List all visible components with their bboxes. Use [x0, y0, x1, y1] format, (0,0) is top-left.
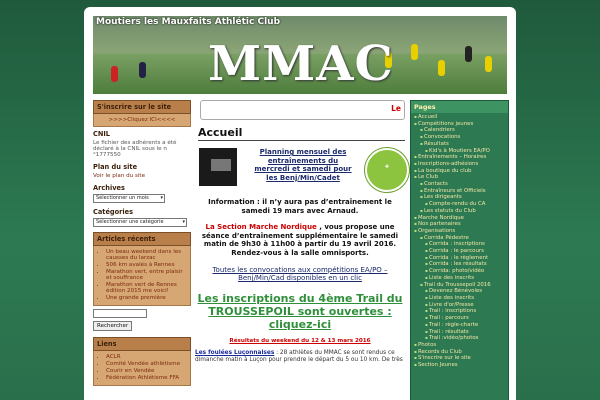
- planning-image[interactable]: [199, 148, 237, 186]
- foulees-paragraph: [195, 350, 405, 365]
- widget-title: Pages: [411, 101, 508, 113]
- page-link[interactable]: ▪ Corrida : le parcours: [414, 248, 506, 255]
- header-photo-runner: [139, 62, 146, 78]
- widget-title: S'inscrire sur le site: [93, 100, 191, 114]
- header-photo-runner: [111, 66, 118, 82]
- recent-post-link[interactable]: • Un beau weekend dans les causses du larzac: [106, 249, 186, 261]
- trail-signup-link[interactable]: Les inscriptions du 4ème Trail du TROUSSEPOIL sont ouvertes : cliquez-ici: [197, 291, 403, 331]
- widget-links: [93, 337, 191, 386]
- page-link[interactable]: ▪ Livre d'or/Presse: [414, 302, 506, 309]
- page-link[interactable]: ▪ Corrida : inscriptions: [414, 241, 506, 248]
- page-link[interactable]: ▪ Trail :vidéo/photos: [414, 335, 506, 342]
- page-link[interactable]: ▪ Les dirigeants: [414, 194, 506, 201]
- page-link[interactable]: ▪ Accueil: [414, 114, 506, 121]
- recent-post-link[interactable]: • Une grande première: [106, 295, 186, 301]
- nordic-text: , vous propose une séance d’entraînement supplémentaire le samedi matin de 9h30 à 11h00 à partir du 19 avril 2016. Rendez-vous à la salle omnisports.: [201, 223, 399, 257]
- page-link[interactable]: ▪ Kid's à Moutiers EA/PO: [414, 148, 506, 155]
- page-link[interactable]: ▪ Compétitions jeunes: [414, 121, 506, 128]
- site-logo-text[interactable]: MMAC: [208, 36, 394, 92]
- pages-list: [411, 113, 508, 369]
- page-link[interactable]: ▪ Contacts: [414, 181, 506, 188]
- news-ticker-text[interactable]: Le: [391, 104, 401, 113]
- planning-block: [195, 148, 405, 190]
- site-title[interactable]: Moutiers les Mauxfaits Athlétic Club: [96, 17, 281, 27]
- page-link[interactable]: ▪ Marche Nordique: [414, 215, 506, 222]
- page-link[interactable]: ▪ Trail du Troussepoil 2016: [414, 282, 506, 289]
- external-link[interactable]: • Fédération Athlétisme FFA: [106, 375, 186, 381]
- convocations-link[interactable]: Toutes les convocations aux compétitions EA/PO – Benj/Min/Cad disponibles en un clic: [212, 265, 388, 283]
- chevron-down-icon: ▾: [160, 195, 163, 201]
- page-link[interactable]: ▪ Résultats: [414, 141, 506, 148]
- categories-select[interactable]: [93, 218, 187, 227]
- recent-post-link[interactable]: • Marathon vert, entre plaisir et souffrance: [106, 269, 186, 281]
- page-link[interactable]: ▪ La boutique du club: [414, 168, 506, 175]
- site-header-banner: [93, 16, 507, 94]
- page-link[interactable]: ▪ Section Jeunes: [414, 362, 506, 369]
- external-link[interactable]: • ACLR: [106, 354, 186, 360]
- page-link[interactable]: ▪ Corrida: photo/vidéo: [414, 268, 506, 275]
- page-title: Accueil: [198, 126, 405, 141]
- widget-body: [93, 351, 191, 386]
- page-link[interactable]: ▪ Devenez Bénévoles: [414, 288, 506, 295]
- results-heading: Résultats du weekend du 12 & 13 mars 2016: [229, 337, 371, 344]
- page-link[interactable]: ▪ Liste des inscrits: [414, 275, 506, 282]
- page-link[interactable]: ▪ Corrida Pédestre: [414, 235, 506, 242]
- page-link[interactable]: ▪ Convocations: [414, 134, 506, 141]
- widget-title: CNIL: [93, 130, 111, 138]
- widget-title: Liens: [93, 337, 191, 351]
- page-link[interactable]: ▪ Trail : règle-charte: [414, 322, 506, 329]
- widget-recent-posts: [93, 232, 191, 306]
- info-text: Information : il n’y aura pas d’entraînement le samedi 19 mars avec Arnaud.: [208, 198, 392, 215]
- page-link[interactable]: ▪ Nos partenaires: [414, 221, 506, 228]
- widget-body: [93, 114, 191, 127]
- nordic-section-link[interactable]: La Section Marche Nordique: [205, 223, 317, 232]
- page-container: [84, 7, 516, 400]
- page-link[interactable]: ▪ Trail : inscriptions: [414, 308, 506, 315]
- foulees-link[interactable]: Les foulées Luçonnaises: [195, 349, 275, 356]
- planning-link[interactable]: Planning mensuel des entraînements du mercredi et samedi pour les Benj/Min/Cadet: [254, 148, 352, 182]
- nordic-paragraph: [195, 223, 405, 257]
- news-ticker: [200, 100, 405, 120]
- page-link[interactable]: ▪ Trail : résultats: [414, 329, 506, 336]
- page-link[interactable]: ▪ Corrida : les résultats: [414, 261, 506, 268]
- widget-body: [93, 246, 191, 306]
- links-list: [98, 354, 186, 381]
- widget-title: Catégories: [93, 208, 134, 216]
- chevron-down-icon: ▾: [182, 219, 185, 225]
- page-link[interactable]: ▪ Entraîneurs et Officiels: [414, 188, 506, 195]
- left-sidebar: [93, 100, 191, 400]
- cnil-text: Le fichier des adhérents a été déclaré à la CNIL sous le n °1777550: [93, 140, 177, 158]
- widget-signup: [93, 100, 191, 127]
- recent-post-link[interactable]: • Marathon vert de Rennes édition 2015 me voici!: [106, 282, 186, 294]
- badge-mark: ✚: [384, 164, 390, 170]
- external-link[interactable]: • Courir en Vendée: [106, 368, 186, 374]
- recent-post-link[interactable]: • 506 km avalés à Rennes: [106, 262, 186, 268]
- widget-title: Plan du site: [93, 163, 138, 171]
- categories-select-value: Sélectionner une catégorie: [96, 219, 164, 225]
- page-link[interactable]: ▪ Calendriers: [414, 127, 506, 134]
- header-photo-runner: [465, 46, 472, 62]
- page-link[interactable]: ▪ Compte-rendu du CA: [414, 201, 506, 208]
- sitemap-link[interactable]: Voir le plan du site: [93, 173, 146, 179]
- page-link[interactable]: ▪ Entraînements – Horaires: [414, 154, 506, 161]
- page-link[interactable]: ▪ Corrida : le règlement: [414, 255, 506, 262]
- sport-sante-badge[interactable]: [365, 148, 409, 192]
- page-link[interactable]: ▪ Organisations: [414, 228, 506, 235]
- recent-posts-list: [98, 249, 186, 301]
- widget-title: Archives: [93, 184, 125, 192]
- page-link[interactable]: ▪ S'inscrire sur le site: [414, 355, 506, 362]
- header-photo-runner: [485, 56, 492, 72]
- search-button[interactable]: Rechercher: [93, 321, 132, 331]
- right-sidebar-pages: [410, 100, 509, 400]
- archives-select[interactable]: [93, 194, 165, 203]
- foulees-text: : 28 athlètes du MMAC se sont rendus ce dimanche matin à Luçon pour prendre le départ du 5 ou 10 km. De très: [195, 349, 403, 364]
- page-link[interactable]: ▪ Photos: [414, 342, 506, 349]
- header-photo-runner: [438, 60, 445, 76]
- main-content: [195, 100, 405, 400]
- page-link[interactable]: ▪ Les statuts du Club: [414, 208, 506, 215]
- page-link[interactable]: ▪ Inscriptions-adhésions: [414, 161, 506, 168]
- planning-image-inner: [211, 159, 231, 171]
- page-link[interactable]: ▪ Le Club: [414, 174, 506, 181]
- search-input[interactable]: [93, 309, 147, 318]
- page-link[interactable]: ▪ Records du Club: [414, 349, 506, 356]
- page-link[interactable]: ▪ Trail : parcours: [414, 315, 506, 322]
- widget-title: Articles récents: [93, 232, 191, 246]
- archives-select-value: Sélectionner un mois: [96, 195, 149, 201]
- page-link[interactable]: ▪ Liste des inscrits: [414, 295, 506, 302]
- signup-link[interactable]: >>>>Cliquez ICI<<<<: [108, 117, 176, 123]
- header-photo-runner: [411, 44, 418, 60]
- external-link[interactable]: • Comité Vendée athlétisme: [106, 361, 186, 367]
